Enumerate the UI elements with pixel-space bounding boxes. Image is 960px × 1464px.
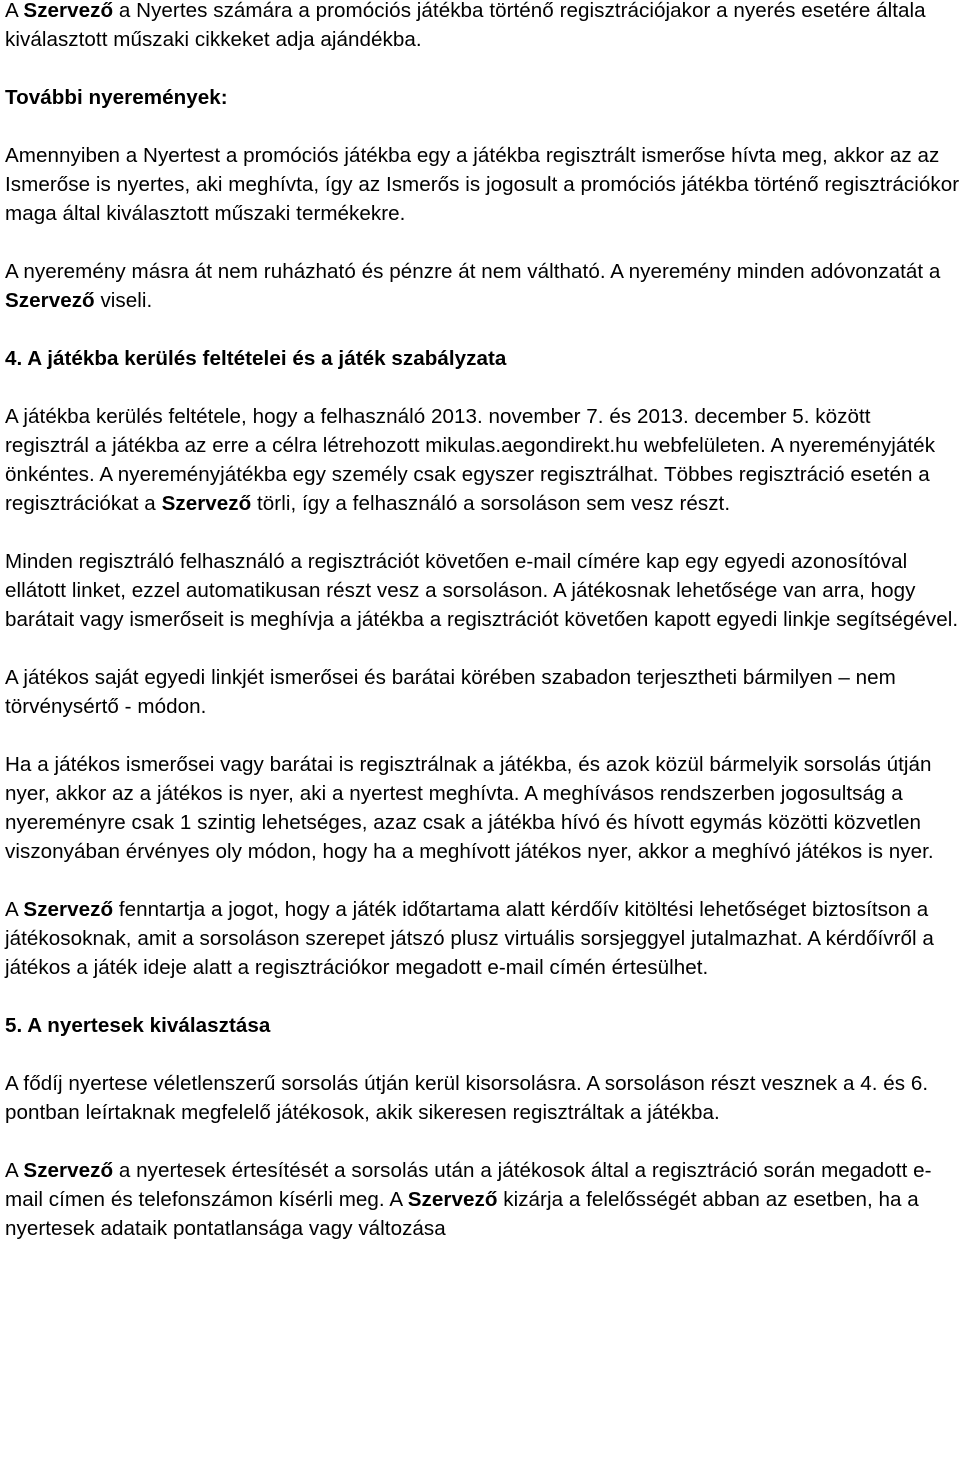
organizer-term: Szervező <box>407 1188 498 1211</box>
paragraph-referral-rules: Ha a játékos ismerősei vagy barátai is regisztrálnak a játékba, és azok közül bármelyik sorsolás útján nyer, akkor az a játékos is nyer, aki a nyertest meghívta. A meghívásos rendszerben jogosultság a nyereményre csak 1 szintig lehetséges, azaz csak a játékba hívó és hívott egymás közötti közvetlen viszonyában érvényes oly módon, hogy ha a meghívott játékos nyer, akkor a meghívó játékos is nyer. <box>5 753 934 863</box>
paragraph-questionnaire: A Szervező fenntartja a jogot, hogy a játék időtartama alatt kérdőív kitöltési lehetőséget biztosítson a játékosoknak, amit a sorsoláson szerepet játszó plusz virtuális sorsjeggyel jutalmazhat. A kérdőívről a játékos a játék ideje alatt a regisztrációkor megadott e-mail címén értesülhet. <box>5 898 934 979</box>
paragraph-entry-conditions: A játékba kerülés feltétele, hogy a felhasználó 2013. november 7. és 2013. december 5. között regisztrál a játékba az erre a célra létrehozott mikulas.aegondirekt.hu webfelületen. A nyereményjáték önkéntes. A nyereményjátékba egy személy csak egyszer regisztrálhat. Többes regisztráció esetén a regisztrációkat a Szervező törli, így a felhasználó a sorsoláson sem vesz részt. <box>5 405 936 515</box>
paragraph-prize-gift: A Szervező a Nyertes számára a promóciós játékba történő regisztrációjakor a nyerés esetére általa kiválasztott műszaki cikkeket adja ajándékba. <box>5 0 926 51</box>
organizer-term: Szervező <box>23 0 114 22</box>
document-page <box>5 0 960 1243</box>
paragraph-registration-link: Minden regisztráló felhasználó a regisztrációt követően e-mail címére kap egy egyedi azonosítóval ellátott linket, ezzel automatikusan részt vesz a sorsoláson. A játékosnak lehetősége van arra, hogy barátait vagy ismerőseit is meghívja a játékba a regisztrációt követően kapott egyedi linkje segítségével. <box>5 550 959 631</box>
section-heading-5: 5. A nyertesek kiválasztása <box>5 1014 271 1037</box>
paragraph-invited-friend: Amennyiben a Nyertest a promóciós játékba egy a játékba regisztrált ismerőse hívta meg, akkor az az Ismerőse is nyertes, aki meghívta, így az Ismerős is jogosult a promóciós játékba történő regisztrációkor maga által kiválasztott műszaki termékekre. <box>5 144 960 225</box>
organizer-term: Szervező <box>23 1159 114 1182</box>
organizer-term: Szervező <box>23 898 114 921</box>
section-heading-4: 4. A játékba kerülés feltételei és a játék szabályzata <box>5 347 507 370</box>
organizer-term: Szervező <box>161 492 252 515</box>
paragraph-winner-notification: A Szervező a nyertesek értesítését a sorsolás után a játékosok által a regisztráció során megadott e-mail címen és telefonszámon kísérli meg. A Szervező kizárja a felelősségét abban az esetben, ha a nyertesek adataik pontatlansága vagy változása <box>5 1159 932 1240</box>
paragraph-link-sharing: A játékos saját egyedi linkjét ismerősei és barátai körében szabadon terjesztheti bármilyen – nem törvénysértő - módon. <box>5 666 896 718</box>
heading-other-prizes: További nyeremények: <box>5 86 228 109</box>
paragraph-main-prize-draw: A fődíj nyertese véletlenszerű sorsolás útján kerül kisorsolásra. A sorsoláson részt vesznek a 4. és 6. pontban leírtaknak megfelelő játékosok, akik sikeresen regisztráltak a játékba. <box>5 1072 929 1124</box>
organizer-term: Szervező <box>5 289 95 312</box>
paragraph-non-transferable: A nyeremény másra át nem ruházható és pénzre át nem váltható. A nyeremény minden adóvonzatát a Szervező viseli. <box>5 260 941 312</box>
